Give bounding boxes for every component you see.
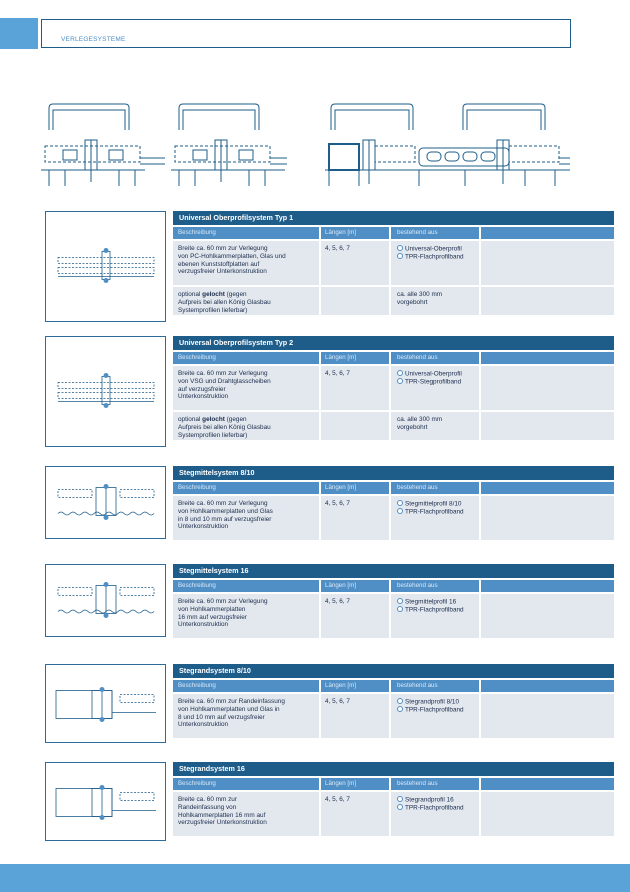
column-header-beschreibung: Beschreibung xyxy=(178,354,216,361)
components-cell xyxy=(397,598,497,615)
component-item xyxy=(397,804,497,812)
table-row xyxy=(173,694,614,738)
option-suffix: (gegen xyxy=(224,416,247,423)
bullet-icon xyxy=(397,698,403,704)
section-label: VERLEGESYSTEME xyxy=(61,36,126,43)
column-header-beschreibung: Beschreibung xyxy=(178,484,216,491)
description-line: von PC-Hohlkammerplatten, Glas und xyxy=(178,252,286,260)
column-header-bestehend: bestehend aus xyxy=(397,682,438,689)
components-cell xyxy=(397,796,497,813)
components-cell xyxy=(397,698,497,715)
column-header-laengen: Längen [m] xyxy=(325,682,356,689)
column-header-beschreibung: Beschreibung xyxy=(178,229,216,236)
column-header-bestehend: bestehend aus xyxy=(397,354,438,361)
component-name: TPR-Flachprofilband xyxy=(405,508,464,516)
bullet-icon xyxy=(397,796,403,802)
description-cell xyxy=(178,370,318,401)
bullet-icon xyxy=(397,598,403,604)
component-item xyxy=(397,500,497,508)
column-header-bestehend: bestehend aus xyxy=(397,484,438,491)
profile-thumbnail xyxy=(45,336,166,447)
column-header-laengen: Längen [m] xyxy=(325,229,356,236)
description-line: Breite ca. 60 mm zur Verlegung xyxy=(178,500,268,507)
table-header-row xyxy=(173,482,614,494)
description-line: 8 und 10 mm auf verzugsfreier xyxy=(178,713,265,721)
description-line: von Hohlkammerplatten xyxy=(178,605,246,613)
description-line: Breite ca. 60 mm zur Verlegung xyxy=(178,245,268,252)
description-line: in 8 und 10 mm auf verzugsfreier xyxy=(178,515,272,523)
component-item xyxy=(397,245,497,253)
profile-thumbnail xyxy=(45,762,166,841)
description-cell xyxy=(178,598,318,629)
component-item xyxy=(397,706,497,714)
drawing-1 xyxy=(41,104,165,186)
option-keyword: gelocht xyxy=(202,291,225,298)
lengths-cell: 4, 5, 6, 7 xyxy=(325,370,350,377)
column-header-beschreibung: Beschreibung xyxy=(178,682,216,689)
column-header-beschreibung: Beschreibung xyxy=(178,582,216,589)
left-color-tab xyxy=(0,18,38,49)
bullet-icon xyxy=(397,245,403,251)
component-name: Stegrandprofil 8/10 xyxy=(405,698,460,706)
bullet-icon xyxy=(397,606,403,612)
drawing-2 xyxy=(171,104,287,186)
system-title: Stegmittelsystem 8/10 xyxy=(173,466,614,480)
component-name: TPR-Stegprofilband xyxy=(405,378,462,386)
component-item xyxy=(397,253,497,261)
option-cell xyxy=(178,416,318,439)
system-title: Universal Oberprofilsystem Typ 1 xyxy=(173,211,614,225)
option-note-line: ca. alle 300 mm xyxy=(397,291,443,298)
profile-thumbnail-drawing xyxy=(46,467,167,540)
option-suffix: (gegen xyxy=(224,291,247,298)
description-cell xyxy=(178,245,318,276)
description-line: Unterkonstruktion xyxy=(178,523,229,531)
component-item xyxy=(397,606,497,614)
component-name: TPR-Flachprofilband xyxy=(405,706,464,714)
description-line: von Hohlkammerplatten und Glas xyxy=(178,507,273,515)
description-line: von VSG und Drahtglasscheiben xyxy=(178,377,271,385)
table-row xyxy=(173,496,614,540)
table-header-row xyxy=(173,352,614,364)
component-name: Stegmittelprofil 16 xyxy=(405,598,457,606)
system-table xyxy=(173,564,614,638)
system-title: Stegmittelsystem 16 xyxy=(173,564,614,578)
system-title: Stegrandsystem 8/10 xyxy=(173,664,614,678)
description-line: verzugsfreier Unterkonstruktion xyxy=(178,819,267,827)
bullet-icon xyxy=(397,804,403,810)
table-row xyxy=(173,594,614,638)
description-line: Breite ca. 60 mm zur xyxy=(178,796,237,803)
component-name: Stegrandprofil 16 xyxy=(405,796,454,804)
table-row xyxy=(173,792,614,836)
bullet-icon xyxy=(397,706,403,712)
table-row xyxy=(173,241,614,285)
option-prefix: optional xyxy=(178,416,203,423)
table-header-row xyxy=(173,227,614,239)
system-title: Stegrandsystem 16 xyxy=(173,762,614,776)
column-header-laengen: Längen [m] xyxy=(325,484,356,491)
component-name: TPR-Flachprofilband xyxy=(405,606,464,614)
system-table xyxy=(173,466,614,540)
description-line: Breite ca. 60 mm zur Verlegung xyxy=(178,370,268,377)
column-header-laengen: Längen [m] xyxy=(325,354,356,361)
component-name: Stegmittelprofil 8/10 xyxy=(405,500,462,508)
profile-thumbnail xyxy=(45,211,166,322)
profile-thumbnail xyxy=(45,664,166,743)
table-row-option xyxy=(173,412,614,440)
option-note-line: vorgebohrt xyxy=(397,298,428,306)
description-line: Randeinfassung von xyxy=(178,803,237,811)
lengths-cell: 4, 5, 6, 7 xyxy=(325,245,350,252)
table-header-row xyxy=(173,680,614,692)
option-prefix: optional xyxy=(178,291,203,298)
component-item xyxy=(397,370,497,378)
profile-thumbnail-drawing xyxy=(46,763,167,842)
option-keyword: gelocht xyxy=(202,416,225,423)
component-item xyxy=(397,598,497,606)
page-header xyxy=(41,19,571,48)
profile-thumbnail-drawing xyxy=(46,665,167,744)
description-cell xyxy=(178,698,318,729)
table-row-option xyxy=(173,287,614,315)
column-header-bestehend: bestehend aus xyxy=(397,780,438,787)
components-cell xyxy=(397,245,497,262)
column-header-bestehend: bestehend aus xyxy=(397,582,438,589)
lengths-cell: 4, 5, 6, 7 xyxy=(325,500,350,507)
option-line: Systemprofilen lieferbar) xyxy=(178,306,248,314)
system-table xyxy=(173,336,614,440)
table-row xyxy=(173,366,614,410)
option-note-cell xyxy=(397,291,497,307)
lengths-cell: 4, 5, 6, 7 xyxy=(325,698,350,705)
option-line: Systemprofilen lieferbar) xyxy=(178,431,248,439)
profile-thumbnail-drawing xyxy=(46,565,167,638)
description-line: Unterkonstruktion xyxy=(178,393,229,401)
table-header-row xyxy=(173,580,614,592)
description-line: auf verzugsfreier xyxy=(178,385,226,393)
components-cell xyxy=(397,500,497,517)
profile-thumbnail-drawing xyxy=(46,212,167,323)
bullet-icon xyxy=(397,370,403,376)
description-line: Hohlkammerplatten 16 mm auf xyxy=(178,811,266,819)
description-cell xyxy=(178,796,318,827)
system-table xyxy=(173,664,614,738)
components-cell xyxy=(397,370,497,387)
column-header-laengen: Längen [m] xyxy=(325,780,356,787)
system-table xyxy=(173,211,614,315)
bullet-icon xyxy=(397,253,403,259)
component-name: TPR-Flachprofilband xyxy=(405,253,464,261)
option-note-line: vorgebohrt xyxy=(397,423,428,431)
description-line: von Hohlkammerplatten und Glas in xyxy=(178,705,280,713)
profile-thumbnail xyxy=(45,466,166,539)
component-item xyxy=(397,378,497,386)
description-cell xyxy=(178,500,318,531)
description-line: Unterkonstruktion xyxy=(178,721,229,729)
option-line: Aufpreis bei allen König Glasbau xyxy=(178,423,271,431)
system-table xyxy=(173,762,614,836)
description-line: Breite ca. 60 mm zur Verlegung xyxy=(178,598,268,605)
profile-cross-section-drawings xyxy=(40,100,570,200)
component-item xyxy=(397,698,497,706)
bullet-icon xyxy=(397,378,403,384)
option-cell xyxy=(178,291,318,314)
lengths-cell: 4, 5, 6, 7 xyxy=(325,796,350,803)
lengths-cell: 4, 5, 6, 7 xyxy=(325,598,350,605)
component-name: TPR-Flachprofilband xyxy=(405,804,464,812)
component-item xyxy=(397,796,497,804)
footer-bar xyxy=(0,864,630,892)
description-line: Unterkonstruktion xyxy=(178,621,229,629)
column-header-bestehend: bestehend aus xyxy=(397,229,438,236)
component-name: Universal-Oberprofil xyxy=(405,245,462,253)
description-line: 16 mm auf verzugsfreier xyxy=(178,613,247,621)
bullet-icon xyxy=(397,500,403,506)
description-line: ebenen Kunststoffplatten auf xyxy=(178,260,260,268)
system-title: Universal Oberprofilsystem Typ 2 xyxy=(173,336,614,350)
profile-thumbnail-drawing xyxy=(46,337,167,448)
table-header-row xyxy=(173,778,614,790)
component-item xyxy=(397,508,497,516)
bullet-icon xyxy=(397,508,403,514)
drawing-3 xyxy=(325,104,570,186)
profile-thumbnail xyxy=(45,564,166,637)
column-header-beschreibung: Beschreibung xyxy=(178,780,216,787)
component-name: Universal-Oberprofil xyxy=(405,370,462,378)
option-line: Aufpreis bei allen König Glasbau xyxy=(178,298,271,306)
column-header-laengen: Längen [m] xyxy=(325,582,356,589)
option-note-line: ca. alle 300 mm xyxy=(397,416,443,423)
description-line: Breite ca. 60 mm zur Randeinfassung xyxy=(178,698,285,705)
option-note-cell xyxy=(397,416,497,432)
description-line: verzugsfreier Unterkonstruktion xyxy=(178,268,267,276)
